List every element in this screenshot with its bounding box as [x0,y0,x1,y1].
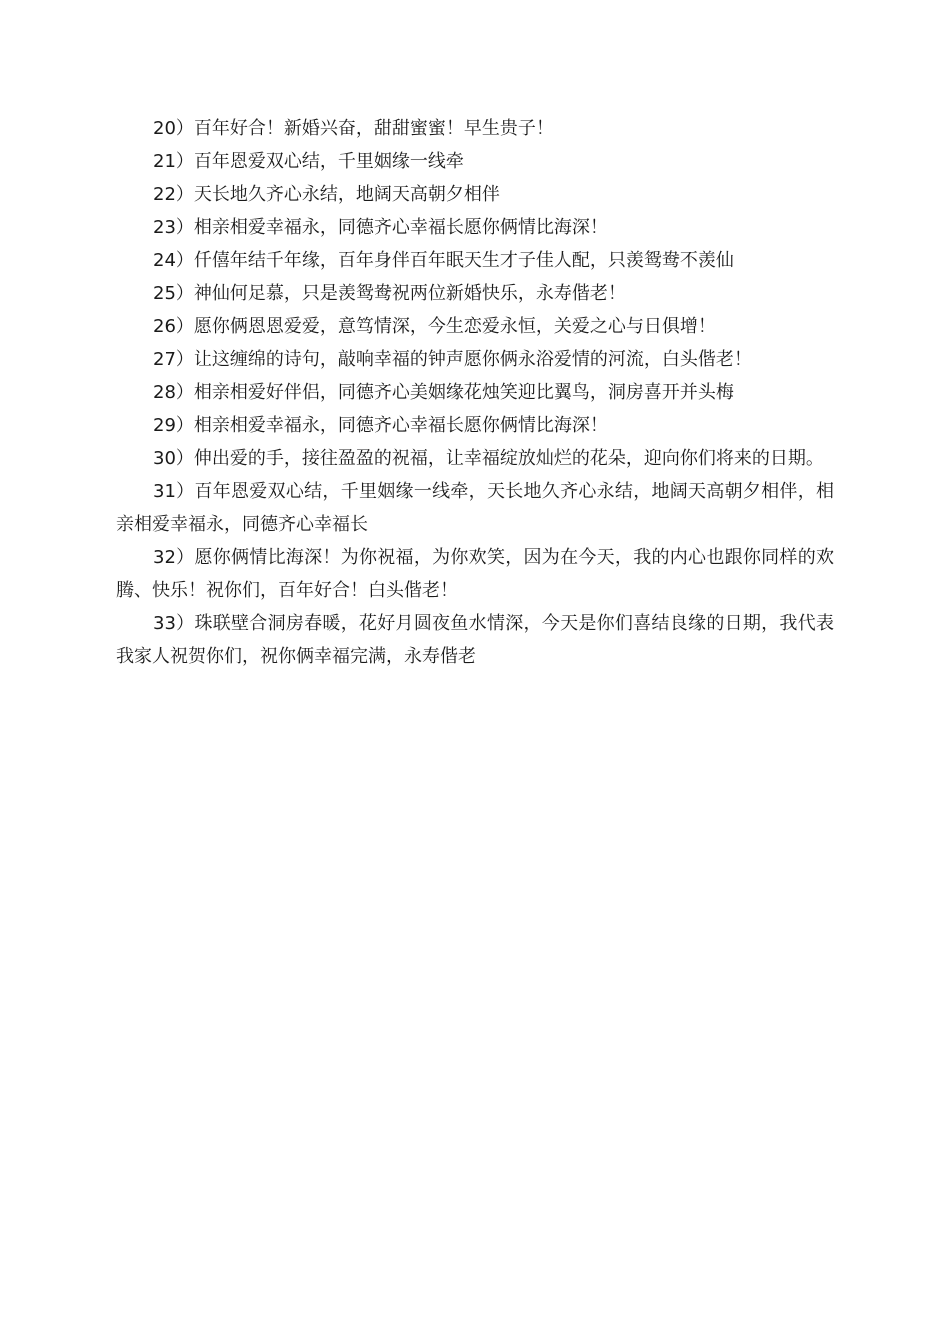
list-item-27: 27）让这缠绵的诗句，敲响幸福的钟声愿你俩永浴爱情的河流，白头偕老！ [153,349,752,370]
list-item-29: 29）相亲相爱幸福永，同德齐心幸福长愿你俩情比海深！ [153,415,608,436]
list-item-24: 24）仟僖年结千年缘，百年身伴百年眠天生才子佳人配，只羡鸳鸯不羡仙 [153,250,734,271]
list-item-33: 33）珠联壁合洞房春暖，花好月圆夜鱼水情深，今天是你们喜结良缘的日期，我代表我家人祝贺你们，祝你俩幸福完满，永寿偕老 [116,613,834,667]
list-item-26: 26）愿你俩恩恩爱爱，意笃情深，今生恋爱永恒，关爱之心与日俱增！ [153,316,716,337]
list-item-28: 28）相亲相爱好伴侣，同德齐心美姻缘花烛笑迎比翼鸟，洞房喜开并头梅 [153,382,734,403]
list-item-30: 30）伸出爱的手，接往盈盈的祝福，让幸福绽放灿烂的花朵，迎向你们将来的日期。 [153,448,824,469]
document-body [116,112,834,673]
list-item-23: 23）相亲相爱幸福永，同德齐心幸福长愿你俩情比海深！ [153,217,608,238]
list-item-20: 20）百年好合！新婚兴奋，甜甜蜜蜜！早生贵子！ [153,118,554,139]
list-item-31: 31）百年恩爱双心结，千里姻缘一线牵，天长地久齐心永结，地阔天高朝夕相伴，相亲相爱幸福永，同德齐心幸福长 [116,481,834,535]
list-item-22: 22）天长地久齐心永结，地阔天高朝夕相伴 [153,184,500,205]
list-item-25: 25）神仙何足慕，只是羡鸳鸯祝两位新婚快乐，永寿偕老！ [153,283,626,304]
list-item-32: 32）愿你俩情比海深！为你祝福，为你欢笑，因为在今天，我的内心也跟你同样的欢腾、快乐！祝你们，百年好合！白头偕老！ [116,547,834,601]
list-item-21: 21）百年恩爱双心结，千里姻缘一线牵 [153,151,464,172]
